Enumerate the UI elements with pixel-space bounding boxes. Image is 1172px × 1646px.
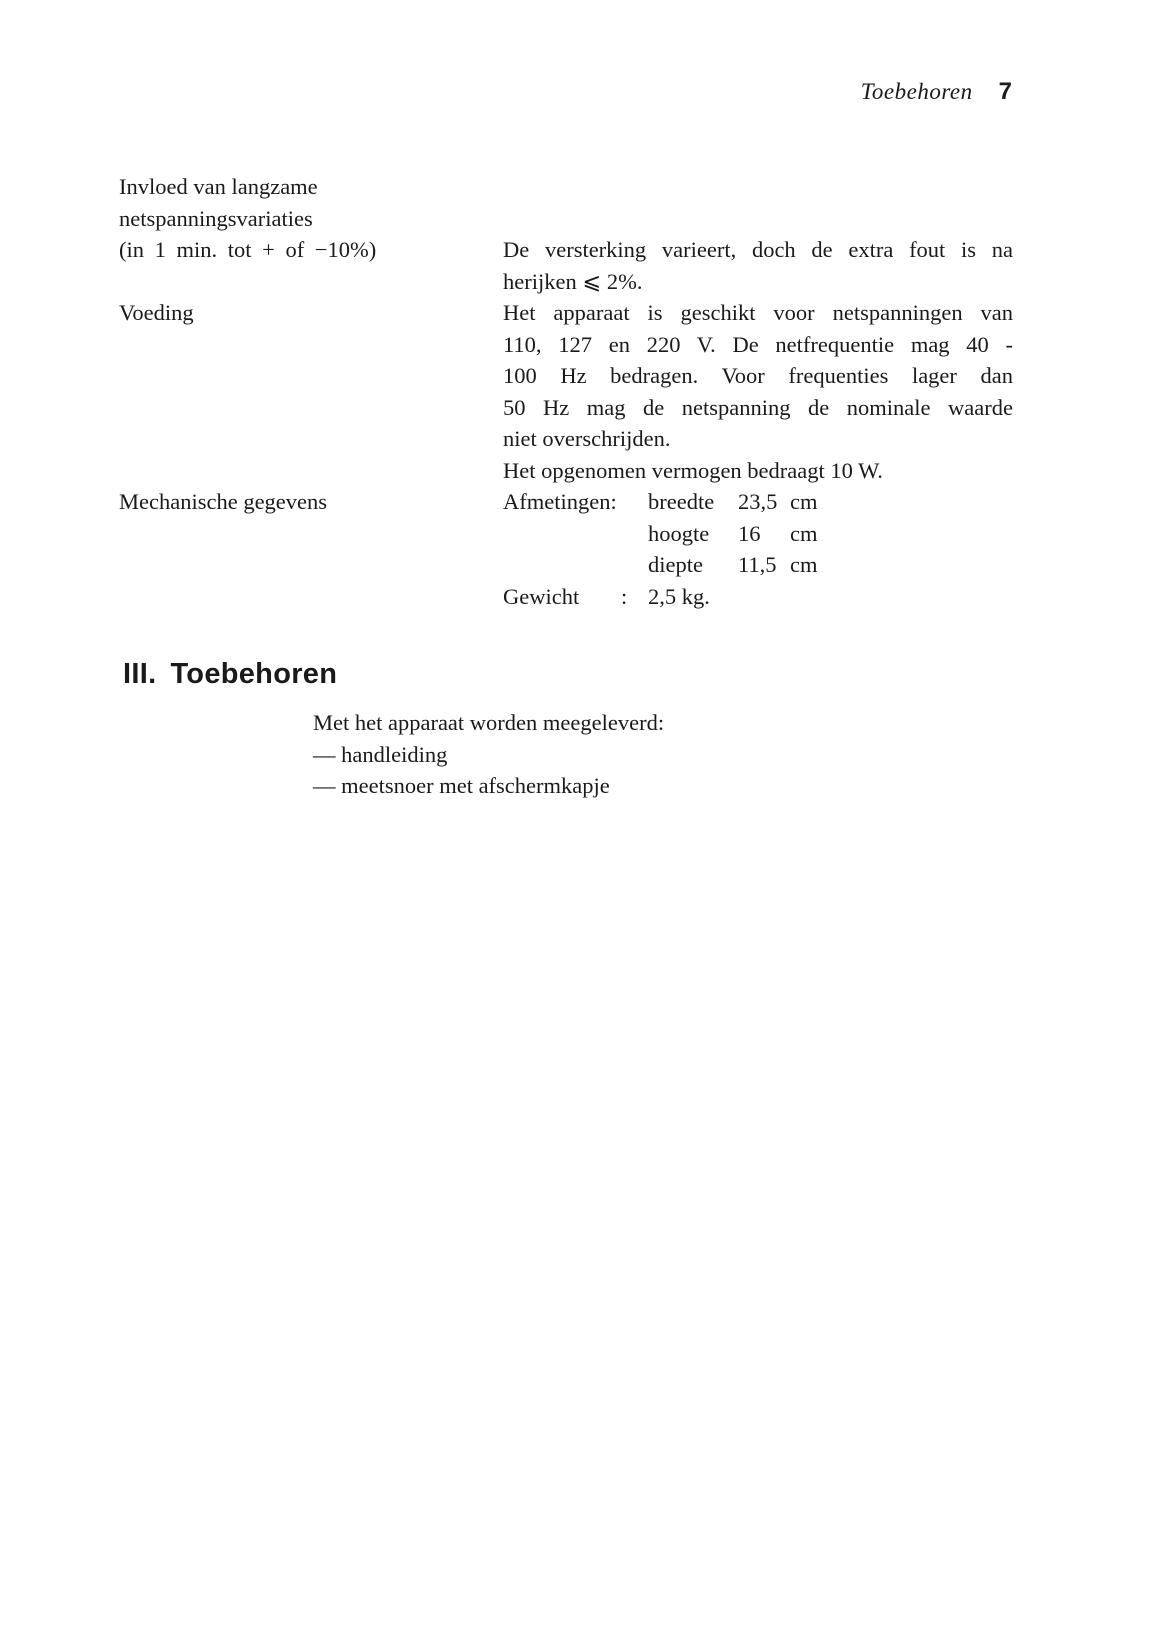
spec-label-line: (in 1 min. tot + of −10%) [119, 237, 377, 262]
spec-value-line: De versterking varieert, doch de extra fout is na [503, 237, 1013, 262]
spec-label-mechanical [119, 486, 459, 518]
section-title: Toebehoren [170, 658, 338, 690]
table-row [503, 549, 818, 581]
accessories-intro: Met het apparaat worden meegeleverd: [313, 710, 665, 735]
dimension-name: hoogte [648, 520, 710, 546]
table-row [503, 518, 818, 550]
spec-value-power-supply [503, 297, 1013, 486]
page-number: 7 [998, 78, 1012, 105]
weight-separator: : [621, 583, 628, 609]
spec-value-line: 110, 127 en 220 V. De netfrequentie mag 40 - [503, 331, 1013, 357]
dimension-name: diepte [648, 552, 703, 577]
dimension-value: 23,5 [738, 489, 778, 514]
spec-label-line: Voeding [119, 300, 194, 325]
spec-value-mains-variation [503, 234, 1013, 297]
spec-value-line: 50 Hz mag de netspanning de nominale waarde [503, 394, 1013, 420]
spec-value-mechanical [503, 486, 1013, 612]
weight-value: 2,5 kg. [648, 583, 710, 609]
spec-label-mains-variation [119, 171, 459, 266]
section-heading [123, 658, 337, 691]
spec-value-line: herijken ⩽ 2%. [503, 268, 643, 294]
running-head [861, 78, 1012, 106]
dimension-name: breedte [648, 489, 715, 514]
accessories-list [313, 707, 664, 802]
spec-value-line: 100 Hz bedragen. Voor frequenties lager dan [503, 363, 1013, 388]
running-head-title: Toebehoren [860, 79, 973, 104]
spec-label-line: netspanningsvariaties [119, 205, 313, 231]
dimension-unit: cm [790, 552, 818, 577]
dimension-unit: cm [790, 489, 818, 514]
table-row [503, 486, 818, 518]
dimension-value: 16 [738, 520, 761, 546]
list-item: — handleiding [313, 741, 448, 767]
dimension-unit: cm [790, 520, 818, 546]
dimension-value: 11,5 [738, 552, 777, 577]
dimensions-label: Afmetingen: [503, 489, 617, 514]
table-row [503, 581, 818, 613]
spec-label-power-supply [119, 297, 459, 329]
weight-label: Gewicht [503, 583, 580, 609]
dimensions-table [503, 486, 818, 612]
spec-label-line: Invloed van langzame [119, 174, 318, 199]
list-item: — meetsnoer met afschermkapje [313, 773, 610, 798]
spec-label-line: Mechanische gegevens [119, 489, 328, 514]
spec-value-line: Het opgenomen vermogen bedraagt 10 W. [503, 457, 883, 483]
section-number: III. [123, 658, 157, 690]
spec-value-line: niet overschrijden. [503, 426, 671, 451]
spec-value-line: Het apparaat is geschikt voor netspanningen van [503, 300, 1013, 325]
